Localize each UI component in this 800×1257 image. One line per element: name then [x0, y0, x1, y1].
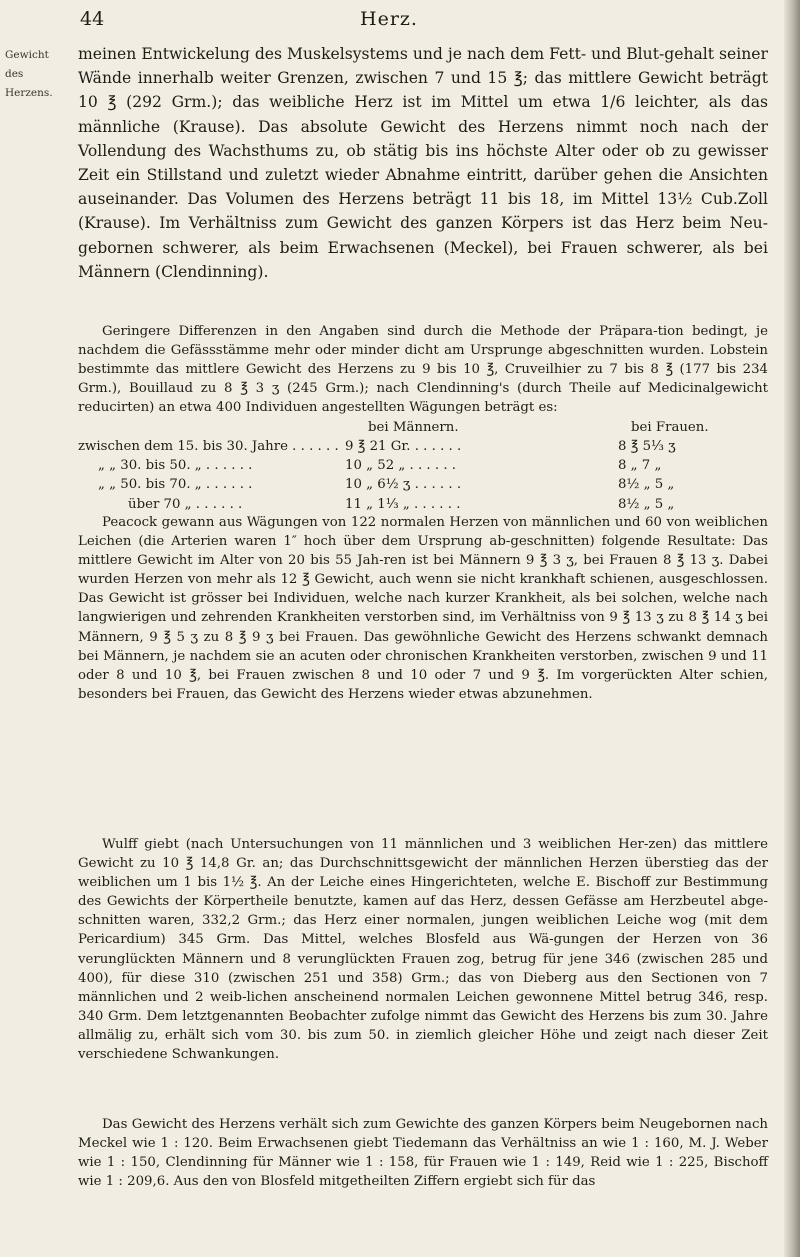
paragraph-preparation-differences: Geringere Differenzen in den Angaben sind durch die Methode der Präpara-tion bedingt, je nachdem die Gefässstämme mehr oder minder dicht am Ursprunge abgeschnitten wurden. Lobstein bestimmte das mittlere Gewicht des Herzens zu 9 bis 10 ℥, Cruveilhier zu 7 bis 8 ℥ (177 bis 234 Grm.), Bouillaud zu 8 ℥ 3 ʒ (245 Grm.); nach Clendinning's (durch Theile auf Medicinalgewicht reducirten) an etwa 400 Individuen angestellten Wägungen beträgt es: — [78, 324, 768, 416]
weights-row-women: 8½ „ 5 „ — [618, 477, 675, 493]
weights-table — [78, 418, 768, 514]
weights-row-label: „ „ 30. bis 50. „ . . . . . . — [98, 458, 253, 474]
page-number: 44 — [80, 8, 105, 30]
weights-row-label: zwischen dem 15. bis 30. Jahre . . . . . . — [78, 439, 339, 454]
margin-note-line: Gewicht des — [5, 49, 49, 80]
running-head: Herz. — [360, 8, 418, 30]
weights-row-men: 9 ℥ 21 Gr. . . . . . . — [345, 439, 462, 454]
margin-note-line: Herzens. — [5, 87, 53, 99]
weights-row-women: 8 ℥ 5⅓ ʒ — [618, 439, 676, 454]
weights-row-men: 11 „ 1⅓ „ . . . . . . — [345, 496, 461, 512]
margin-note — [5, 46, 67, 103]
weights-row — [78, 475, 768, 494]
page-edge-shadow — [784, 0, 800, 1257]
paragraph-peacock: Peacock gewann aus Wägungen von 122 normalen Herzen von männlichen und 60 von weiblichen Leichen (die Arterien waren 1″ hoch über dem Ursprung ab-geschnitten) folgende Resultate: Das mittlere Gewicht im Alter von 20 bis 55 Jah-ren ist bei Männern 9 ℥ 3 ʒ, bei Frauen 8 ℥ 13 ʒ. Dabei wurden Herzen von mehr als 12 ℥ Gewicht, auch wenn sie nicht krankhaft schienen, ausgeschlossen. Das Gewicht ist grösser bei Individuen, welche nach kurzer Krankheit, als bei solchen, welche nach langwierigen und zehrenden Krankheiten verstorben sind, im Verhältniss von 9 ℥ 13 ʒ zu 8 ℥ 14 ʒ bei Männern, 9 ℥ 5 ʒ zu 8 ℥ 9 ʒ bei Frauen. Das gewöhnliche Gewicht des Herzens schwankt demnach bei Männern, je nachdem sie an acuten oder chronischen Krankheiten verstorben, zwischen 9 und 11 oder 8 und 10 ℥, bei Frauen zwischen 8 und 10 oder 7 und 9 ℥. Im vorgerückten Alter schien, besonders bei Frauen, das Gewicht des Herzens wieder etwas abzunehmen. — [78, 515, 768, 702]
weights-table-header — [78, 418, 768, 437]
weights-row — [78, 456, 768, 475]
weights-row-men: 10 „ 6½ ʒ . . . . . . — [345, 477, 462, 493]
column-women: bei Frauen. — [631, 420, 709, 435]
column-men: bei Männern. — [368, 420, 459, 435]
weights-row-women: 8½ „ 5 „ — [618, 496, 675, 512]
weights-row-men: 10 „ 52 „ . . . . . . — [345, 458, 457, 474]
weights-row-women: 8 „ 7 „ — [618, 458, 662, 474]
weights-row-label: „ „ 50. bis 70. „ . . . . . . — [98, 477, 253, 493]
paragraph-heart-weight-intro: meinen Entwickelung des Muskelsystems und je nach dem Fett- und Blut-gehalt seiner Wände innerhalb weiter Grenzen, zwischen 7 und 15 ℥; das mittlere Gewicht beträgt 10 ℥ (292 Grm.); das weibliche Herz ist im Mittel um etwa 1/6 leichter, als das männliche (Krause). Das absolute Gewicht des Herzens nimmt noch nach der Vollendung des Wachsthums zu, ob stätig bis ins höchste Alter oder ob zu gewisser Zeit ein Stillstand und zuletzt wieder Abnahme eintritt, darüber gehen die Ansichten auseinander. Das Volumen des Herzens beträgt 11 bis 18, im Mittel 13½ Cub.Zoll (Krause). Im Verhältniss zum Gewicht des ganzen Körpers ist das Herz beim Neu-gebornen schwerer, als beim Erwachsenen (Meckel), bei Frauen schwerer, als bei Männern (Clendinning). — [78, 45, 768, 281]
paragraph-wulff: Wulff giebt (nach Untersuchungen von 11 männlichen und 3 weiblichen Her-zen) das mittlere Gewicht zu 10 ℥ 14,8 Gr. an; das Durchschnittsgewicht der männlichen Herzen überstieg das der weiblichen um 1 bis 1½ ℥. An der Leiche eines Hingerichteten, welche E. Bischoff zur Bestimmung des Gewichts der Körpertheile benutzte, kamen auf das Herz, dessen Gefässe am Herzbeutel abge-schnitten waren, 332,2 Grm.; das Herz einer normalen, jungen weiblichen Leiche wog (mit dem Pericardium) 345 Grm. Das Mittel, welches Blosfeld aus Wä-gungen der Herzen von 36 verunglückten Männern und 8 verunglückten Frauen zog, betrug für jene 346 (zwischen 285 und 400), für diese 310 (zwischen 251 und 358) Grm.; das von Dieberg aus den Sectionen von 7 männlichen und 2 weib-lichen anscheinend normalen Leichen gewonnene Mittel betrug 346, resp. 340 Grm. Dem letztgenannten Beobachter zufolge nimmt das Gewicht des Herzens bis zum 30. Jahre allmälig zu, erhält sich vom 30. bis zum 50. in ziemlich gleicher Höhe und zeigt nach dieser Zeit verschiedene Schwankungen. — [78, 837, 768, 1063]
page-header — [0, 8, 800, 34]
weights-row-label: über 70 „ . . . . . . — [128, 496, 243, 512]
weights-row — [78, 437, 768, 456]
weights-row — [78, 495, 768, 514]
paragraph-body-ratio: Das Gewicht des Herzens verhält sich zum Gewichte des ganzen Körpers beim Neugebornen nach Meckel wie 1 : 120. Beim Erwachsenen giebt Tiedemann das Verhältniss an wie 1 : 160, M. J. Weber wie 1 : 150, Clendinning für Männer wie 1 : 158, für Frauen wie 1 : 149, Reid wie 1 : 225, Bischoff wie 1 : 209,6. Aus den von Blosfeld mitgetheilten Ziffern ergiebt sich für das — [78, 1117, 768, 1190]
